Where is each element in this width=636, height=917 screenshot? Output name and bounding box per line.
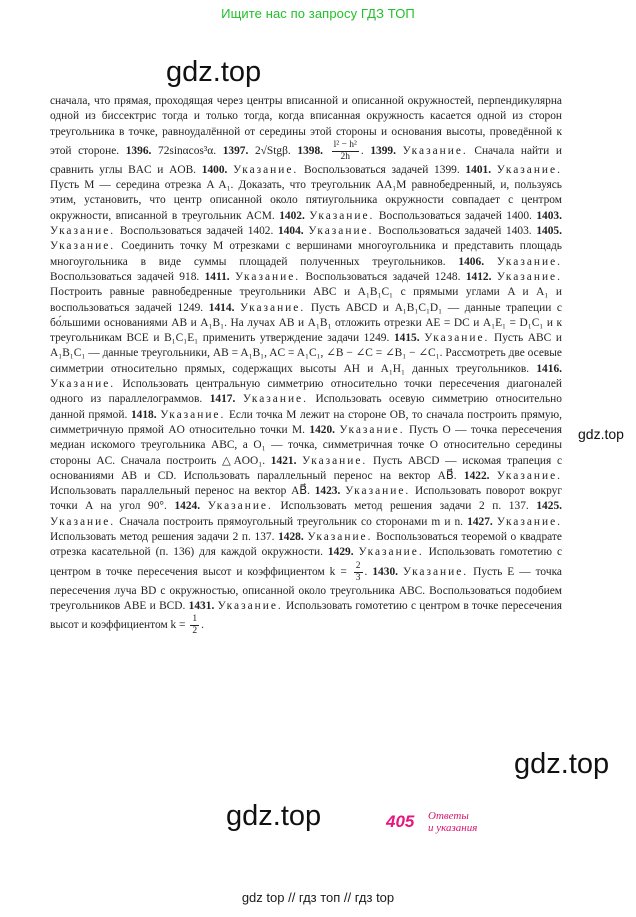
- answer-1398-denominator: 2h: [340, 151, 350, 162]
- answer-1428: Воспользоваться теоремой о квадрате отрезка касательной (п. 136) для каждой окружности.: [50, 531, 562, 559]
- answer-1398-numerator: l² − h²: [333, 139, 357, 150]
- watermark-bottom: gdz.top: [226, 800, 322, 832]
- hint-label: Указание.: [345, 485, 411, 498]
- answer-1431: Использовать гомотетию с центром в точке пересечения высот и коэффициентом k =: [50, 599, 562, 632]
- section-label-line1: Ответы: [428, 810, 469, 822]
- answer-1411: Воспользоваться задачей 1248.: [305, 270, 461, 283]
- answer-1396: 72sinαcos³α.: [158, 145, 217, 157]
- problem-1417-number: 1417.: [209, 393, 236, 406]
- intro-text: сначала, что прямая, проходящая через центры вписанной и описанной окружностей, перпендикулярна одной из биссектрис тогда и только тогда, когда вписанная окружность касается одной из сторон треугольника в точке, равноудалённой от середины этой стороны и основания высоты, проведённой к этой стороне.: [50, 95, 562, 157]
- hint-label: Указание.: [496, 255, 562, 268]
- answer-1415: Пусть ABC и A₁B₁C₁ — данные треугольники, AB = A₁B₁, AC = A₁C₁, ∠B − ∠C = ∠B₁ − ∠C₁. Рассмотреть две осевые симметрии относительно прямых, содержащих высоты AH и A₁H₁ данных треугольников.: [50, 332, 562, 375]
- problem-1420-number: 1420.: [309, 423, 336, 436]
- hint-label: Указание.: [50, 240, 116, 253]
- hint-label: Указание.: [233, 163, 299, 176]
- answer-1412: Построить равные равнобедренные треугольники ABC и A₁B₁C₁ с прямыми углами A и A₁ и воспользоваться задачей 1249.: [50, 286, 562, 314]
- answer-1420: Пусть O — точка пересечения медиан искомого треугольника ABC, а O₁ — точка, симметричная точке O относительно середины стороны AC. Сначала построить △AOO₁.: [50, 423, 562, 467]
- hint-label: Указание.: [403, 565, 469, 578]
- page-number: 405: [386, 812, 415, 831]
- hint-label: Указание.: [302, 454, 368, 467]
- answer-1431-fraction: [190, 614, 199, 637]
- problem-1402-number: 1402.: [279, 209, 305, 222]
- problem-1425-number: 1425.: [536, 500, 562, 513]
- problem-1400-number: 1400.: [201, 163, 228, 176]
- footer-links[interactable]: gdz top // гдз топ // гдз top: [241, 890, 395, 905]
- search-banner[interactable]: Ищите нас по запросу ГДЗ ТОП: [221, 6, 415, 21]
- problem-1424-number: 1424.: [174, 500, 201, 513]
- problem-1398-number: 1398.: [297, 145, 324, 157]
- answer-1416: Использовать центральную симметрию относительно точки пересечения диагоналей одного из параллелограммов.: [50, 378, 562, 406]
- answer-1403: Воспользоваться задачей 1402.: [119, 225, 274, 238]
- section-label-line2: и указания: [428, 822, 478, 834]
- problem-1396-number: 1396.: [125, 145, 152, 157]
- answer-1401: Пусть M — середина отрезка A A₁. Доказать, что треугольник AA₁M равнобедренный, и, пользуясь этим, установить, что центр описанной около пятиугольника окружности совпадает с центром окружности, вписанной в треугольник ACM.: [50, 179, 562, 222]
- problem-1404-number: 1404.: [278, 225, 304, 238]
- problem-1423-number: 1423.: [314, 485, 341, 498]
- problem-1421-number: 1421.: [270, 454, 297, 467]
- problem-1416-number: 1416.: [536, 362, 562, 375]
- hint-label: Указание.: [496, 163, 562, 176]
- answer-1397: 2√Stgβ.: [254, 145, 291, 157]
- answer-1422: Использовать параллельный перенос на вектор AB⃗.: [50, 485, 310, 498]
- answer-1398-fraction: [332, 140, 359, 163]
- problem-1405-number: 1405.: [536, 225, 562, 238]
- answer-1400: Воспользоваться задачей 1399.: [304, 163, 460, 176]
- watermark-right-small: gdz.top: [578, 426, 624, 442]
- answer-1425: Сначала построить прямоугольный треугольник со сторонами m и n.: [119, 515, 464, 528]
- hint-label: Указание.: [217, 599, 283, 612]
- problem-1430-number: 1430.: [372, 565, 398, 578]
- answer-1405: Соединить точку M отрезками с вершинами многоугольника и представить площадь многоугольника в виде суммы площадей полученных треугольников.: [50, 240, 562, 268]
- problem-1431-number: 1431.: [188, 599, 215, 612]
- hint-label: Указание.: [339, 423, 405, 436]
- answer-1430: Пусть E — точка пересечения луча BD с окружностью, описанной около треугольника ABC. Воспользоваться подобием треугольников ABE и BCD.: [50, 565, 562, 612]
- answers-paragraph: сначала, что прямая, проходящая через центры вписанной и описанной окружностей, перпендикулярна одной из биссектрис тогда и только тогда, когда вписанная окружность касается одной из сторон треугольника в точке, равноудалённой от середины этой стороны и основания высоты, проведённой к этой стороне. 1396. 72sinαcos³α. 1397. 2√Stgβ. 1398. $\frac{\text{l² − h²}}{2h}$ . 1399. Указание. Сначала найти и сравнить углы BAC и AOB. 1400. Указание. Воспользоваться задачей 1399. 1401. Указание. Пусть M — середина отрезка A A₁. Доказать, что треугольник AA₁M равнобедренный, и, пользуясь этим, установить, что центр описанной около пятиугольника окружности совпадает с центром окружности, вписанной в треугольник ACM. 1402. Указание. Воспользоваться задачей 1400. 1403. Указание. Воспользоваться задачей 1402. 1404. Указание. Воспользоваться задачей 1403. 1405. Указание. Соединить точку M отрезками с вершинами многоугольника и представить площадь многоугольника в виде суммы площадей полученных треугольников. 1406. Указание. Воспользоваться задачей 918. 1411. Указание. Воспользоваться задачей 1248. 1412. Указание. Построить равные равнобедренные треугольники ABC и A₁B₁C₁ с прямыми углами A и A₁ и воспользоваться задачей 1249. 1414. Указание. Пусть ABCD и A₁B₁C₁D₁ — данные трапеции с бо́льшими основаниями AB и A₁B₁. На лучах AB и A₁B₁ отложить отрезки AE = DC и A₁E₁ = D₁C₁ и к треугольникам BCE и B₁C₁E₁ применить утверждение задачи 1249. 1415. Указание. Пусть ABC и A₁B₁C₁ — данные треугольники, AB = A₁B₁, AC = A₁C₁, ∠B − ∠C = ∠B₁ − ∠C₁. Рассмотреть две осевые симметрии относительно прямых, содержащих высоты AH и A₁H₁ данных треугольников. 1416. Указание. Использовать центральную симметрию относительно точки пересечения диагоналей одного из параллелограммов. 1417. Указание. Использовать осевую симметрию относительно данной прямой. 1418. Указание. Если точка M лежит на стороне OB, то сначала построить прямую, симметричную прямой AO относительно точки M. 1420. Указание. Пусть O — точка пересечения медиан искомого треугольника ABC, а O₁ — точка, симметричная точке O относительно середины стороны AC. Сначала построить △AOO₁. 1421. Указание. Пусть ABCD — искомая трапеция с основаниями AB и CD. Использовать параллельный перенос на вектор AB⃗. 1422. Указание. Использовать параллельный перенос на вектор AB⃗. 1423. Указание. Использовать поворот вокруг точки A на угол 90°. 1424. Указание. Использовать метод решения задачи 2 п. 137. 1425. Указание. Сначала построить прямоугольный треугольник со сторонами m и n. 1427. Указание. Использовать метод решения задачи 2 п. 137. 1428. Указание. Воспользоваться теоремой о квадрате отрезка касательной (п. 136) для каждой окружности. 1429. Указание. Использовать гомотетию с центром в точке пересечения высот и коэффициентом k = $\frac{2}{3}$ . 1430. Указание. Пусть E — точка пересечения луча BD с окружностью, описанной около треугольника ABC. Воспользоваться подобием треугольников ABE и BCD. 1431. Указание. Использовать гомотетию с центром в точке пересечения высот и коэффициентом k = $\frac{1}{2}$ .: [50, 95, 563, 637]
- answer-1429: Использовать гомотетию с центром в точке пересечения высот и коэффициентом k =: [50, 546, 562, 578]
- hint-label: Указание.: [242, 393, 308, 406]
- hint-label: Указание.: [234, 270, 301, 283]
- answer-1406: Воспользоваться задачей 918.: [50, 270, 200, 283]
- problem-1422-number: 1422.: [463, 469, 490, 482]
- hint-label: Указание.: [424, 332, 490, 345]
- problem-1397-number: 1397.: [222, 145, 249, 157]
- answer-1431-denominator: 2: [192, 626, 198, 637]
- answer-1424: Использовать метод решения задачи 2 п. 137.: [280, 500, 529, 513]
- answer-1418: Если точка M лежит на стороне OB, то сначала построить прямую, симметричную прямой AO относительно точки M.: [50, 408, 562, 436]
- hint-label: Указание.: [496, 515, 563, 528]
- answer-1417: Использовать осевую симметрию относительно данной прямой.: [50, 393, 562, 421]
- answer-1431-numerator: 1: [192, 614, 198, 625]
- problem-1412-number: 1412.: [465, 270, 492, 283]
- answer-1423: Использовать поворот вокруг точки A на угол 90°.: [50, 485, 563, 513]
- answer-1421: Пусть ABCD — искомая трапеция с основаниями AB и CD. Использовать параллельный перенос на вектор AB⃗.: [50, 454, 562, 482]
- answer-1414: Пусть ABCD и A₁B₁C₁D₁ — данные трапеции с бо́льшими основаниями AB и A₁B₁. На лучах AB и A₁B₁ отложить отрезки AE = DC и A₁E₁ = D₁C₁ и к треугольникам BCE и B₁C₁E₁ применить утверждение задачи 1249.: [50, 301, 562, 345]
- watermark-right-large: gdz.top: [514, 748, 610, 780]
- hint-label: Указание.: [160, 408, 226, 421]
- answer-1402: Воспользоваться задачей 1400.: [378, 209, 532, 222]
- hint-label: Указание.: [308, 225, 374, 238]
- answers-text: [50, 94, 562, 637]
- hint-label: Указание.: [50, 378, 116, 391]
- answer-1399: Сначала найти и сравнить углы BAC и AOB.: [50, 145, 562, 176]
- hint-label: Указание.: [309, 209, 375, 222]
- hint-label: Указание.: [50, 515, 116, 528]
- hint-label: Указание.: [358, 546, 424, 559]
- hint-label: Указание.: [207, 500, 273, 513]
- problem-1403-number: 1403.: [536, 209, 562, 222]
- problem-1427-number: 1427.: [467, 515, 493, 528]
- problem-1428-number: 1428.: [278, 531, 304, 544]
- answer-1429-denominator: 3: [355, 572, 361, 583]
- hint-label: Указание.: [496, 469, 562, 482]
- hint-label: Указание.: [402, 145, 468, 157]
- answer-1427: Использовать метод решения задачи 2 п. 137.: [50, 531, 275, 544]
- hint-label: Указание.: [496, 270, 562, 283]
- problem-1418-number: 1418.: [130, 408, 157, 421]
- hint-label: Указание.: [307, 531, 373, 544]
- hint-label: Указание.: [50, 225, 116, 238]
- problem-1406-number: 1406.: [458, 255, 485, 268]
- problem-1399-number: 1399.: [370, 145, 396, 157]
- answer-1429-numerator: 2: [355, 560, 361, 571]
- problem-1414-number: 1414.: [208, 301, 235, 314]
- section-label: [428, 810, 528, 834]
- answer-1429-fraction: [354, 561, 363, 584]
- problem-1429-number: 1429.: [327, 546, 354, 559]
- watermark-top: gdz.top: [166, 56, 262, 88]
- answer-1404: Воспользоваться задачей 1403.: [378, 225, 532, 238]
- problem-1401-number: 1401.: [465, 163, 492, 176]
- hint-label: Указание.: [240, 301, 306, 314]
- problem-1411-number: 1411.: [204, 270, 230, 283]
- problem-1415-number: 1415.: [393, 332, 420, 345]
